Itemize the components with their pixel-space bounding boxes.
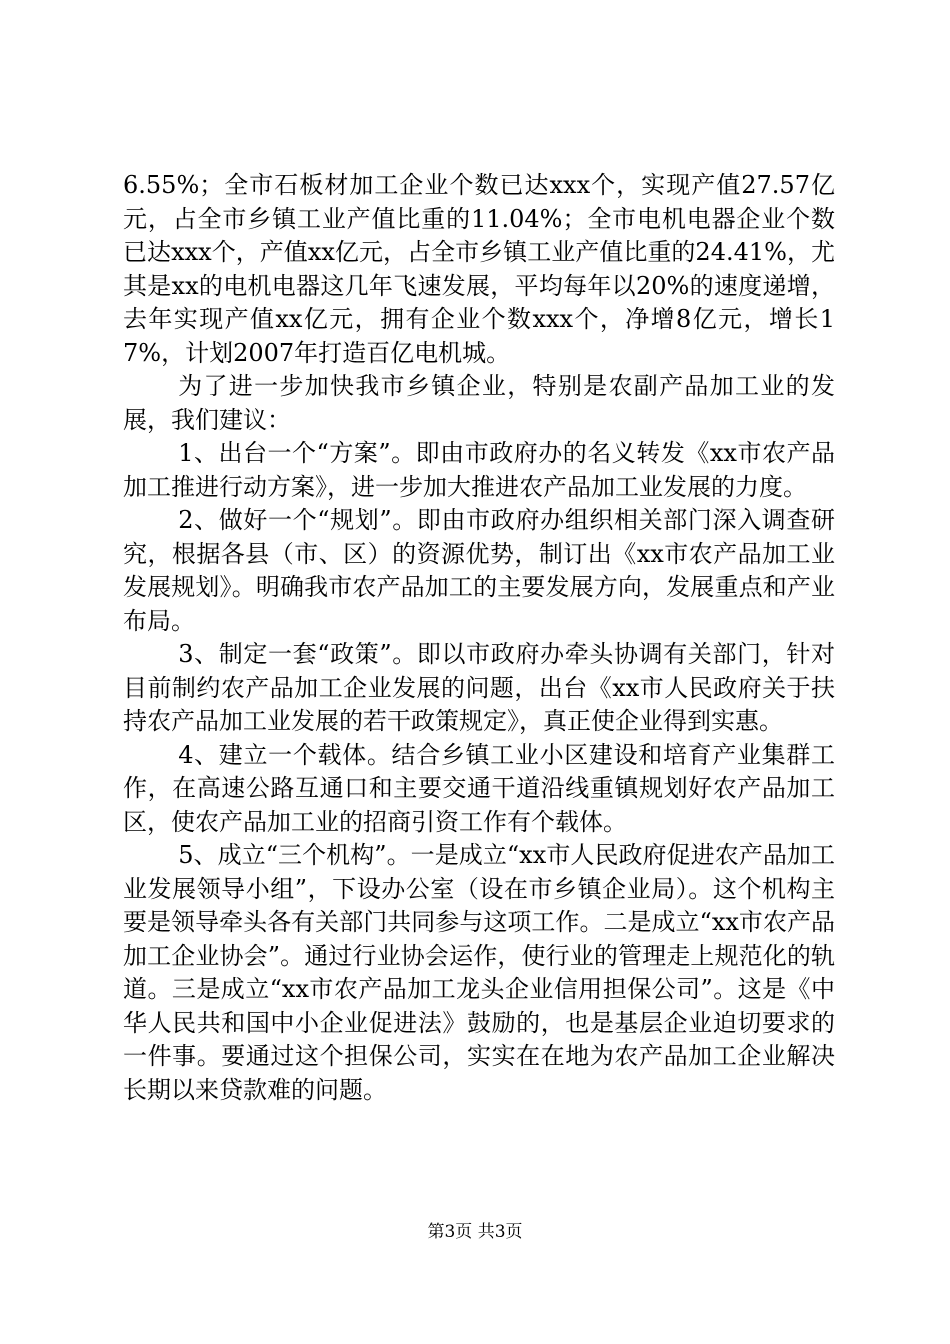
paragraph-proposal-1: 1、出台一个“方案”。即由市政府办的名义转发《xx市农产品加工推进行动方案》，进一步加大推进农产品加工业发展的力度。 [123,439,835,501]
document-body [123,169,835,1107]
paragraph-statistics: 6.55%；全市石板材加工企业个数已达xxx个，实现产值27.57亿元，占全市乡镇工业产值比重的11.04%；全市电机电器企业个数已达xxx个，产值xx亿元，占全市乡镇工业产值比重的24.41%，尤其是xx的电机电器这几年飞速发展，平均每年以20%的速度递增，去年实现产值xx亿元，拥有企业个数xxx个，净增8亿元，增长17%，计划2007年打造百亿电机城。 [123,171,835,367]
paragraph-proposal-intro: 为了进一步加快我市乡镇企业，特别是农副产品加工业的发展，我们建议： [123,372,835,434]
paragraph-proposal-3: 3、制定一套“政策”。即以市政府办牵头协调有关部门，针对目前制约农产品加工企业发展的问题，出台《xx市人民政府关于扶持农产品加工业发展的若干政策规定》，真正使企业得到实惠。 [123,640,835,735]
paragraph-proposal-5: 5、成立“三个机构”。一是成立“xx市人民政府促进农产品加工业发展领导小组”，下设办公室（设在市乡镇企业局）。这个机构主要是领导牵头各有关部门共同参与这项工作。二是成立“xx市农产品加工企业协会”。通过行业协会运作，使行业的管理走上规范化的轨道。三是成立“xx市农产品加工龙头企业信用担保公司”。这是《中华人民共和国中小企业促进法》鼓励的，也是基层企业迫切要求的一件事。要通过这个担保公司，实实在在地为农产品加工企业解决长期以来贷款难的问题。 [123,841,835,1104]
paragraph-proposal-4: 4、建立一个载体。结合乡镇工业小区建设和培育产业集群工作，在高速公路互通口和主要交通干道沿线重镇规划好农产品加工区，使农产品加工业的招商引资工作有个载体。 [123,740,835,836]
page-number-footer: 第3页 共3页 [427,1222,523,1242]
paragraph-proposal-2: 2、做好一个“规划”。即由市政府办组织相关部门深入调查研究，根据各县（市、区）的资源优势，制订出《xx市农产品加工业发展规划》。明确我市农产品加工的主要发展方向，发展重点和产业布局。 [123,506,835,635]
